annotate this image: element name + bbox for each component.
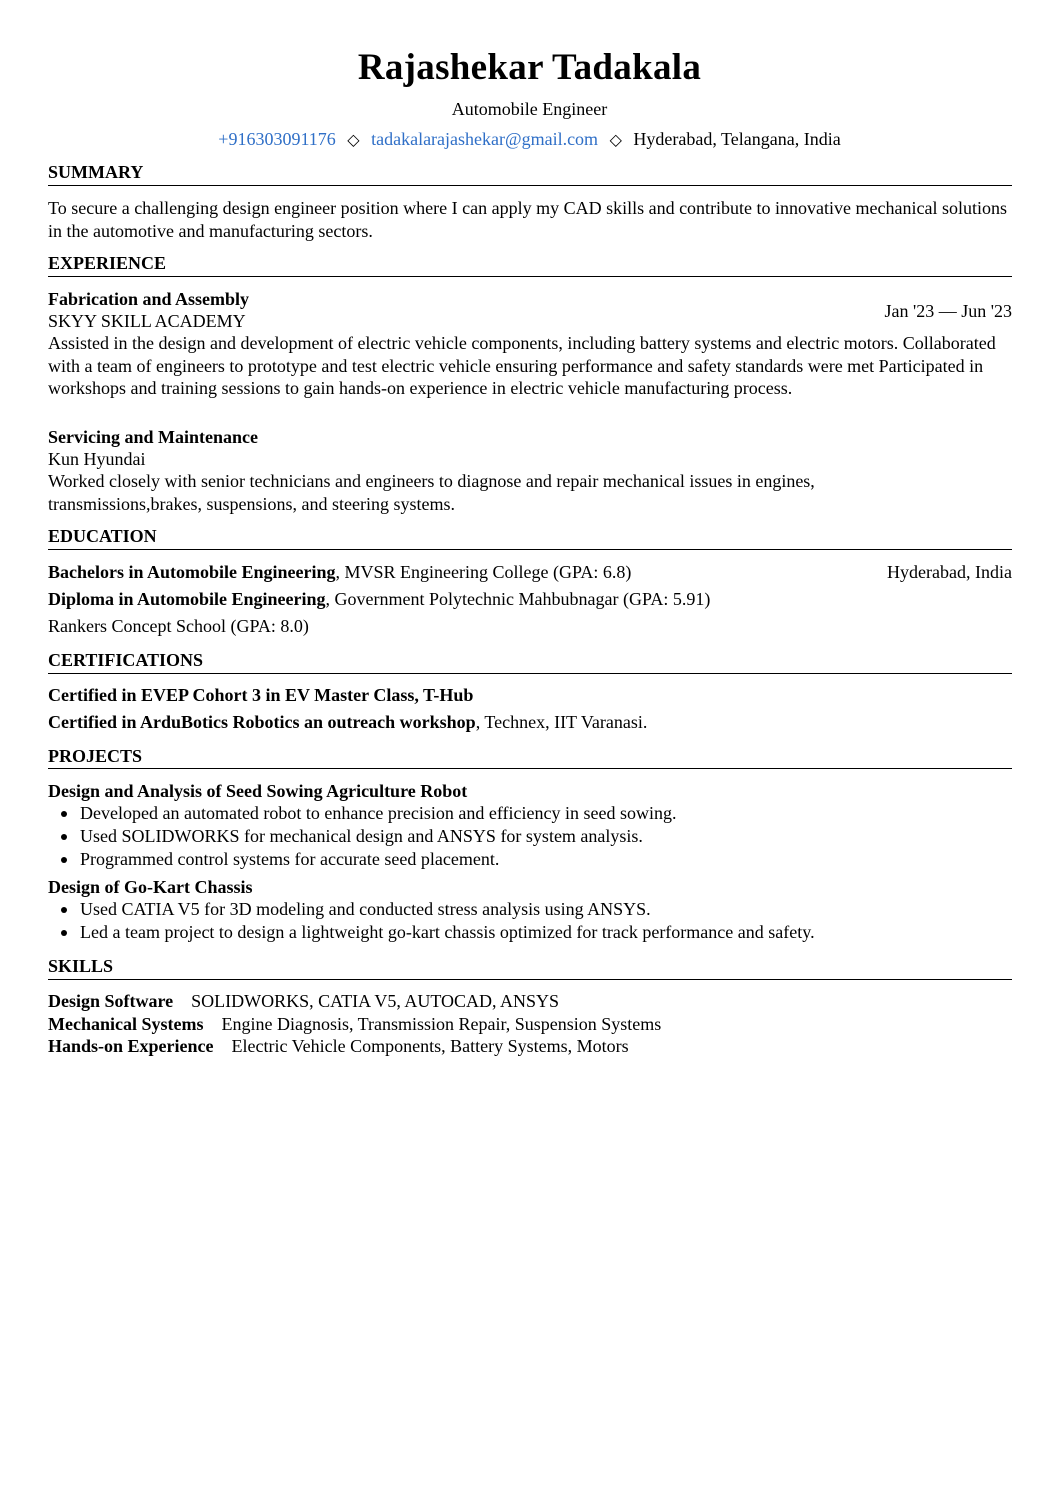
diamond-separator-icon: ◇ [347, 132, 360, 149]
certification-item [48, 711, 647, 734]
list-item: Used CATIA V5 for 3D modeling and conducted stress analysis using ANSYS. [48, 898, 815, 921]
section-heading-projects: PROJECTS [48, 746, 143, 766]
bullet-icon [61, 930, 67, 936]
skill-row [48, 1035, 629, 1058]
degree-details: Rankers Concept School (GPA: 8.0) [48, 616, 309, 636]
section-divider [48, 185, 1012, 186]
education-location: Hyderabad, India [887, 562, 1012, 582]
skill-label: Hands-on Experience [48, 1036, 214, 1056]
job-role: Servicing and Maintenance [48, 427, 258, 447]
contact-line [0, 127, 1059, 153]
certification-title: Certified in ArduBotics Robotics an outreach workshop [48, 712, 476, 732]
job-role: Fabrication and Assembly [48, 289, 250, 309]
phone-link[interactable]: +916303091176 [218, 129, 336, 149]
skill-row [48, 990, 559, 1013]
bullet-icon [61, 907, 67, 913]
section-heading-experience: EXPERIENCE [48, 253, 167, 273]
education-entry [48, 588, 710, 611]
diamond-separator-icon: ◇ [609, 132, 622, 149]
project-bullet-list [48, 898, 815, 944]
education-entry [48, 615, 309, 638]
section-heading-summary: SUMMARY [48, 162, 144, 182]
job-description: Worked closely with senior technicians and engineers to diagnose and repair mechanical issues in engines, transmissions,brakes, suspensions, and steering systems. [48, 471, 815, 514]
bullet-icon [61, 834, 67, 840]
skill-label: Mechanical Systems [48, 1014, 204, 1034]
certification-title: Certified in EVEP Cohort 3 in EV Master Class, T-Hub [48, 685, 474, 705]
section-divider [48, 276, 1012, 277]
bullet-icon [61, 857, 67, 863]
skill-value: SOLIDWORKS, CATIA V5, AUTOCAD, ANSYS [191, 991, 560, 1011]
education-entry [48, 561, 631, 584]
project-title: Design of Go-Kart Chassis [48, 877, 253, 897]
section-heading-skills: SKILLS [48, 956, 114, 976]
degree-name: Diploma in Automobile Engineering [48, 589, 326, 609]
email-link[interactable]: tadakalarajashekar@gmail.com [371, 129, 599, 149]
degree-details: , MVSR Engineering College (GPA: 6.8) [335, 562, 632, 582]
job-company: SKYY SKILL ACADEMY [48, 311, 246, 331]
skill-row [48, 1013, 661, 1036]
section-divider [48, 979, 1012, 980]
list-item: Led a team project to design a lightweight go-kart chassis optimized for track performance and safety. [48, 921, 815, 944]
list-item: Used SOLIDWORKS for mechanical design and ANSYS for system analysis. [48, 825, 676, 848]
section-divider [48, 673, 1012, 674]
job-description: Assisted in the design and development of electric vehicle components, including battery systems and electric motors. Collaborated with a team of engineers to prototype and test electric vehicle ensuring performance and safety standards were met Participated in workshops and training sessions to gain hands-on experience in electric vehicle manufacturing process. [48, 333, 996, 398]
skill-value: Engine Diagnosis, Transmission Repair, Suspension Systems [221, 1014, 662, 1034]
skill-label: Design Software [48, 991, 174, 1011]
certification-details: , Technex, IIT Varanasi. [475, 712, 648, 732]
job-title: Automobile Engineer [451, 99, 608, 119]
bullet-icon [61, 811, 67, 817]
list-item: Programmed control systems for accurate seed placement. [48, 848, 676, 871]
summary-text: To secure a challenging design engineer position where I can apply my CAD skills and contribute to innovative mechanical solutions in the automotive and manufacturing sectors. [48, 198, 1007, 241]
location-text: Hyderabad, Telangana, India [633, 129, 841, 149]
job-dates: Jan '23 — Jun '23 [884, 301, 1012, 321]
candidate-name: Rajashekar Tadakala [357, 47, 702, 88]
certification-item [48, 684, 473, 707]
degree-details: , Government Polytechnic Mahbubnagar (GPA: 5.91) [325, 589, 711, 609]
section-heading-education: EDUCATION [48, 526, 157, 546]
section-divider [48, 549, 1012, 550]
job-company: Kun Hyundai [48, 449, 146, 469]
skill-value: Electric Vehicle Components, Battery Systems, Motors [231, 1036, 629, 1056]
degree-name: Bachelors in Automobile Engineering [48, 562, 336, 582]
project-title: Design and Analysis of Seed Sowing Agriculture Robot [48, 781, 468, 801]
project-bullet-list [48, 802, 676, 871]
list-item: Developed an automated robot to enhance precision and efficiency in seed sowing. [48, 802, 676, 825]
section-heading-certifications: CERTIFICATIONS [48, 650, 204, 670]
section-divider [48, 768, 1012, 769]
